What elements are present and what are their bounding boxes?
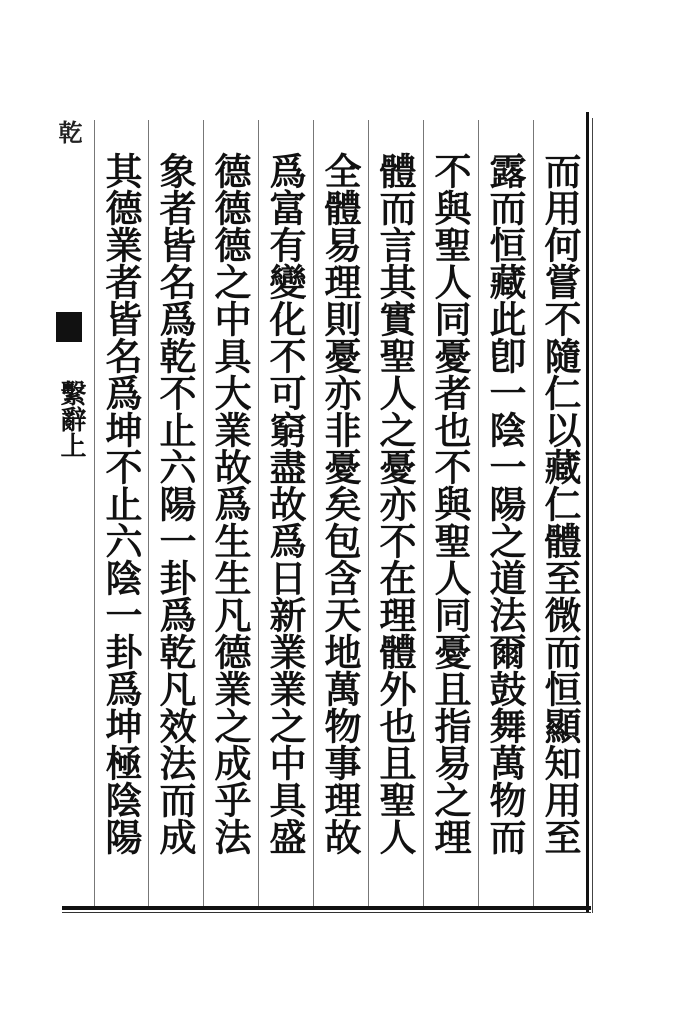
text-column-9: 其德業者皆名爲坤不止六陰一卦爲坤極陰陽	[99, 152, 143, 855]
frame-right-border-thin	[592, 118, 593, 913]
text-column-1: 而用何嘗不隨仁以藏仁體至微而恒顯知用至	[538, 152, 582, 855]
text-column-7: 德德德之中具大業故爲生生凡德業之成乎法	[208, 152, 252, 855]
margin-top-char: 乾	[54, 120, 83, 144]
frame-bottom-border-thin	[62, 912, 591, 913]
text-column-4: 體而言其實聖人之憂亦不在理體外也且聖人	[373, 152, 417, 855]
text-column-5: 全體易理則憂亦非憂矣包含天地萬物事理故	[318, 152, 362, 855]
text-column-3: 不與聖人同憂者也不與聖人同憂且指易之理	[428, 152, 472, 855]
margin-chapter-title: 繫辭上	[56, 380, 86, 458]
text-column-2: 露而恒藏此卽一陰一陽之道法爾鼓舞萬物而	[483, 152, 527, 855]
text-column-6: 爲富有變化不可窮盡故爲日新業業之中具盛	[263, 152, 307, 855]
fishtail-mark	[56, 312, 82, 342]
fold-margin	[54, 112, 94, 910]
text-column-8: 象者皆名爲乾不止六陽一卦爲乾凡效法而成	[153, 152, 197, 855]
frame-bottom-border	[62, 906, 591, 910]
frame-right-border	[586, 112, 589, 912]
